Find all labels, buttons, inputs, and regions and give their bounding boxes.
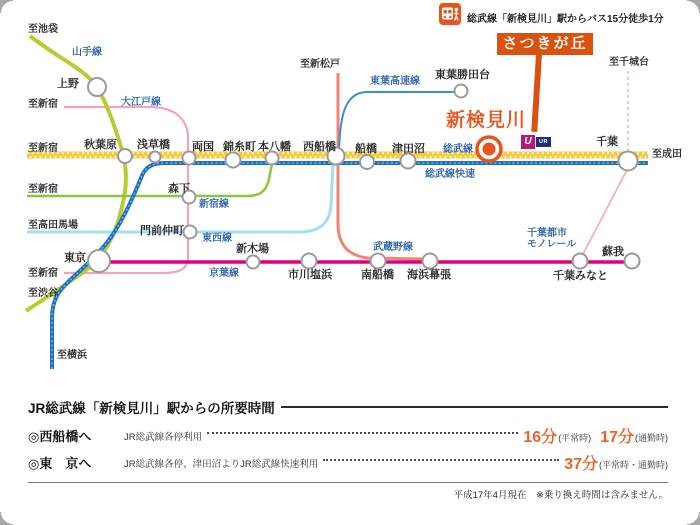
station-label: 千葉みなと [553, 270, 608, 282]
terminal-label: 至池袋 [28, 24, 58, 35]
line-name-label: 武蔵野線 [373, 242, 413, 253]
line-name-label: 大江戸線 [121, 97, 161, 108]
time-row-nishifunabashi [28, 424, 668, 447]
terminal-label: 至高田馬場 [28, 220, 78, 231]
destination-label: ◎東 京へ [28, 456, 92, 471]
station-label: 本八幡 [258, 141, 291, 153]
station-label: 森下 [168, 183, 190, 195]
station-label: 蘇我 [602, 246, 624, 258]
terminal-label: 至成田 [652, 149, 682, 160]
travel-time-section [28, 397, 668, 501]
line-name-label: 山手線 [72, 47, 102, 58]
line-name-label: 新宿線 [199, 199, 229, 210]
bottom-rule [28, 482, 668, 483]
station-label: 上野 [57, 78, 79, 90]
route-method: JR総武線各停、津田沼よりJR総武線快速利用 [124, 458, 319, 470]
route-method: JR総武線各停利用 [124, 431, 203, 443]
travel-time-title-row [28, 397, 668, 417]
ur-logo-mark: U [521, 135, 535, 149]
station-label: 南船橋 [361, 269, 394, 281]
station-label: 西船橋 [303, 141, 336, 153]
station-label: 津田沼 [392, 143, 425, 155]
dot-leader [323, 459, 559, 461]
station-label: 新木場 [236, 243, 269, 255]
destination-label: ◎西船橋へ [28, 429, 92, 444]
line-name-label: 総武線快速 [425, 169, 475, 180]
time-value: 16分 [523, 429, 558, 446]
station-label: 東京 [64, 252, 86, 264]
terminal-label: 至新宿 [28, 268, 58, 279]
rounded-corner [687, 512, 700, 525]
terminal-label: 至新宿 [28, 184, 58, 195]
shin-kemigawa-station-name: 新検見川 [446, 110, 527, 131]
terminal-label: 至千城台 [609, 57, 649, 68]
time-value: 17分 [600, 429, 634, 446]
station-label: 船橋 [355, 143, 377, 155]
dot-leader [207, 432, 518, 434]
time-note: (平常時) [558, 432, 592, 443]
terminal-label: 至横浜 [57, 350, 87, 361]
station-label: 両国 [192, 141, 214, 153]
time-value: 37分 [564, 456, 598, 473]
station-label: 錦糸町 [223, 141, 256, 153]
footnote: 平成17年4月現在 ※乗り換え時間は含みません。 [453, 490, 668, 501]
bus-access-note: 総武線「新検見川」駅からバス15分徒歩1分 [467, 14, 664, 25]
terminal-label: 至新宿 [28, 99, 58, 110]
bus-walk-icon [439, 3, 461, 25]
station-label: 東葉勝田台 [435, 69, 490, 81]
travel-time-title: JR総武線「新検見川」駅からの所要時間 [28, 401, 275, 416]
time-note: (平常時・通勤時) [599, 459, 668, 470]
station-label: 市川塩浜 [288, 269, 332, 281]
line-name-label: 東西線 [202, 233, 232, 244]
line-name-label: 総武線 [443, 144, 473, 155]
terminal-label: 至渋谷 [28, 288, 58, 299]
line-name-label: 千葉都市 モノレール [527, 228, 577, 250]
station-label: 浅草橋 [137, 139, 170, 151]
time-note: (通勤時) [635, 432, 668, 443]
rounded-corner [0, 512, 13, 525]
ur-logo-text: UR [536, 137, 551, 147]
station-label: 門前仲町 [140, 225, 184, 237]
line-name-label: 東葉高速線 [370, 76, 420, 87]
title-rule [281, 406, 668, 408]
ur-logo [521, 135, 551, 149]
station-label: 海浜幕張 [407, 269, 451, 281]
station-label: 秋葉原 [84, 139, 117, 151]
time-row-tokyo [28, 451, 668, 474]
terminal-label: 至新宿 [28, 143, 58, 154]
satsukigaoka-callout: さつきが丘 [497, 33, 593, 55]
line-name-label: 京葉線 [209, 268, 239, 279]
station-label: 千葉 [596, 136, 618, 148]
terminal-label: 至新松戸 [300, 59, 340, 70]
